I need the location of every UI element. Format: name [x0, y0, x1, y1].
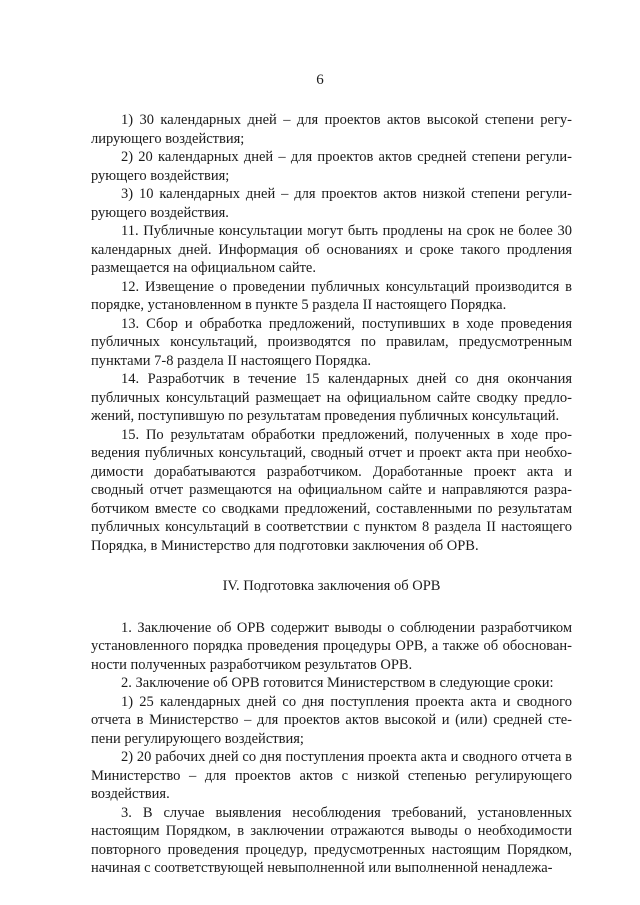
paragraph-14: 14. Разработчик в течение 15 календарных дней со дня окончания публичных консультаций размещает на официальном сайте сводку предложений, поступившую по результатам проведения публичных консультаций.	[91, 371, 572, 424]
document-body	[91, 111, 572, 878]
paragraph-15: 15. По результатам обработки предложений, полученных в ходе проведения публичных консультаций, сводный отчет и проект акта при необходимости дорабатываются разработчиком. Доработанные проект акта и сводный отчет размещаются на официальном сайте и направляются разработчиком вместе со сводками предложений, составленными по результатам публичных консультаций в соответствии с пунктом 8 раздела II настоящего Порядка, в Министерство для подготовки заключения об ОРВ.	[91, 426, 572, 554]
paragraph-3-10-days: 3) 10 календарных дней – для проектов актов низкой степени регулирующего воздействия.	[91, 186, 572, 221]
page-number: 6	[316, 72, 324, 88]
paragraph-2-20-days: 2) 20 календарных дней – для проектов актов средней степени регулирующего воздействия;	[91, 149, 572, 184]
section-iv-paragraph-2: 2. Заключение об ОРВ готовится Министерством в следующие сроки:	[121, 675, 554, 691]
section-iv-paragraph-2-2: 2) 20 рабочих дней со дня поступления проекта акта и сводного отчета в Министерство – для проектов актов с низкой степенью регулирующего воздействия.	[91, 749, 572, 802]
paragraph-12: 12. Извещение о проведении публичных консультаций производится в порядке, установленном в пункте 5 раздела II настоящего Порядка.	[91, 278, 572, 313]
section-iv-paragraph-1: 1. Заключение об ОРВ содержит выводы о соблюдении разработчиком установленного порядка проведения процедуры ОРВ, а также об обоснованности полученных разработчиком результатов ОРВ.	[91, 619, 572, 673]
section-heading: IV. Подготовка заключения об ОРВ	[222, 578, 441, 594]
section-iv-paragraph-2-1: 1) 25 календарных дней со дня поступления проекта акта и сводного отчета в Министерство – для проектов актов высокой и (или) средней степени регулирующего воздействия;	[91, 693, 572, 747]
paragraph-1-30-days: 1) 30 календарных дней – для проектов актов высокой степени регулирующего воздействия;	[91, 112, 572, 147]
section-iv-paragraph-3: 3. В случае выявления несоблюдения требований, установленных настоящим Порядком, в заключении отражаются выводы о необходимости повторного проведения процедур, предусмотренных настоящим Порядком, начиная с соответствующей невыполненной или выполненной ненадлежа-	[91, 804, 572, 876]
paragraph-11: 11. Публичные консультации могут быть продлены на срок не более 30 календарных дней. Информация об основаниях и сроке такого продления размещается на официальном сайте.	[91, 223, 572, 276]
paragraph-13: 13. Сбор и обработка предложений, поступивших в ходе проведения публичных консультаций, производятся по правилам, предусмотренным пунктами 7-8 раздела II настоящего Порядка.	[91, 315, 572, 369]
